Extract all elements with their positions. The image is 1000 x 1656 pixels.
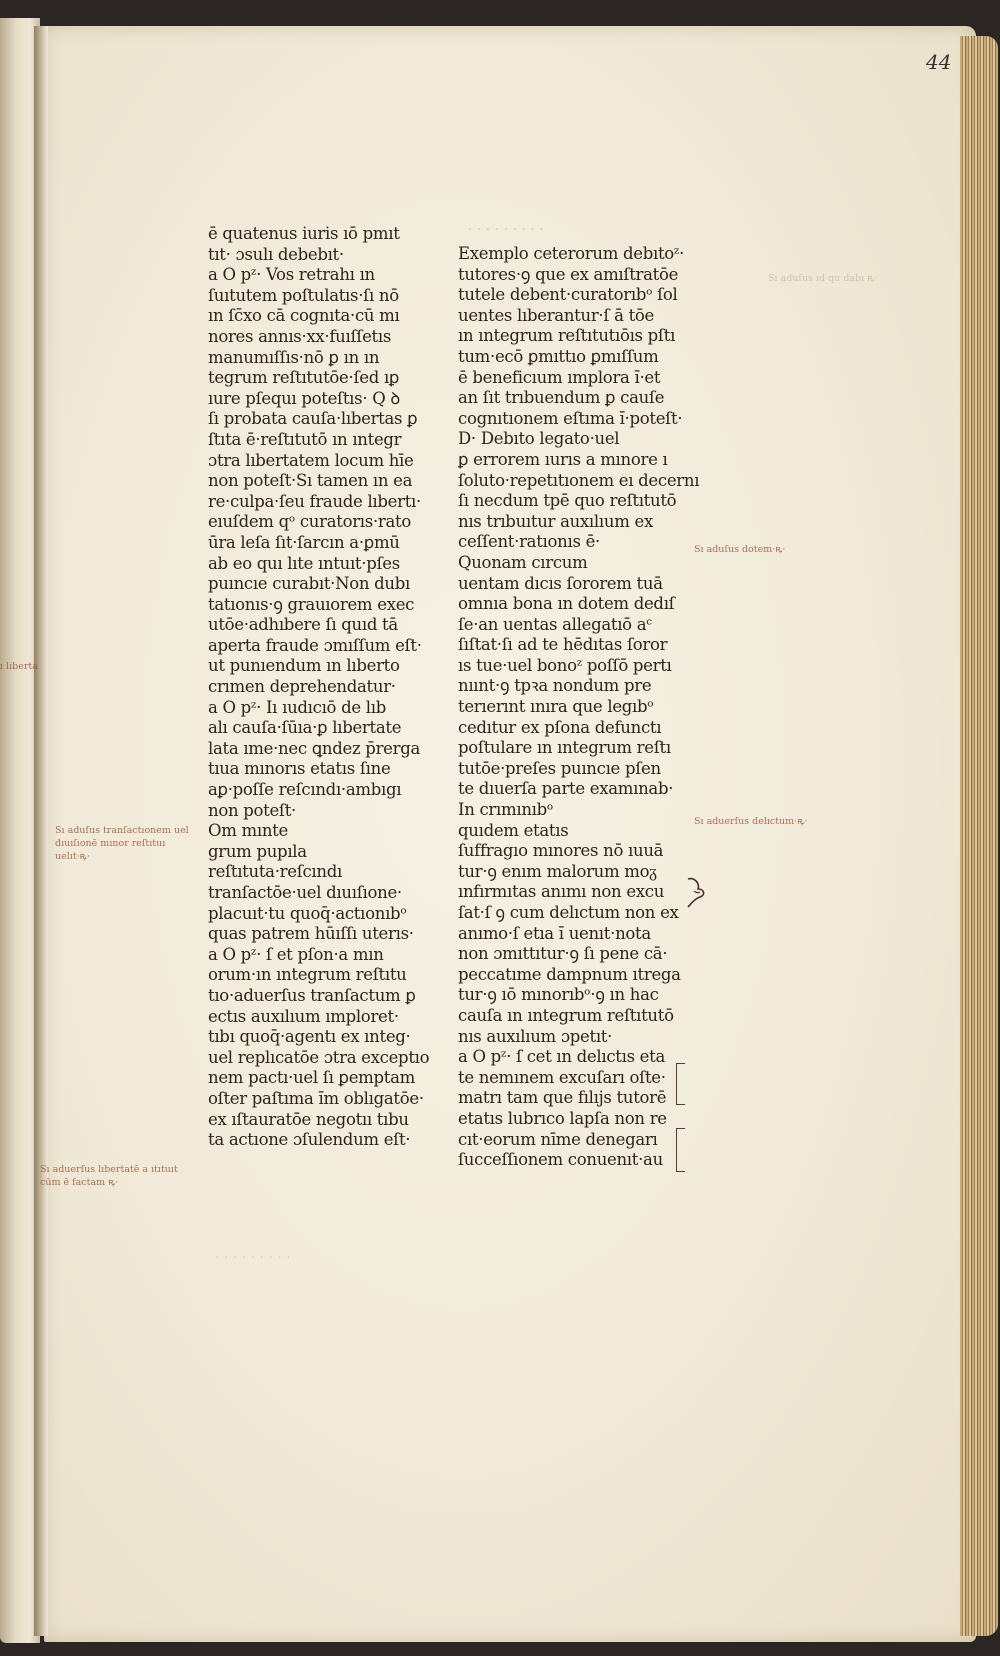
text-line: tranſactōe·uel dıuıſıone· (208, 883, 402, 902)
text-line: non poteſt· (208, 800, 297, 820)
text-line: te dıuerſa parte examınab· (458, 779, 674, 799)
binding-gutter (34, 26, 48, 1636)
text-line: ē beneficıum ımplora ı̄·et (458, 367, 661, 387)
text-line: ın ſc̄xo cā cognıta·cū mı (208, 306, 400, 326)
text-line: ſe·an uentas allegatıō aᶜ (458, 614, 652, 634)
text-line: an ſıt trıbuendum ꝑ cauſe (458, 388, 665, 408)
text-line: tur·ꝯ enım malorum moᵹ (458, 861, 657, 881)
text-line: peccatıme dampnum ıtrega (458, 964, 681, 984)
text-column-left (208, 224, 438, 1151)
text-line: te nemınem excuſarı oſte· (458, 1067, 666, 1087)
text-line: ſı probata cauſa·lıbertas ꝑ (208, 409, 418, 429)
text-line: nıınt·ꝯ tpꝛa nondum pre (458, 676, 652, 696)
text-line: anımo·ſ etıa ı̄ uenıt·nota (458, 923, 651, 943)
text-line: ın ıntegrum reſtıtutıōıs pſtı (458, 326, 676, 346)
margin-note-left (55, 824, 189, 863)
text-line: ıure pſequı poteſtıs· Q ꝺ (208, 388, 400, 408)
text-line: omnıa bona ın dotem dedıſ (458, 594, 675, 614)
text-line: crımen deprehendatur· (208, 677, 396, 697)
text-line: ɔtra lıbertatem locum hīe (208, 450, 414, 470)
text-line: eıuſdem qᵒ curatorıs·rato (208, 512, 411, 532)
text-line: puıncıe curabıt·Non dubı (208, 574, 410, 594)
text-line: tıt· ɔsulı debebıt· (208, 244, 344, 264)
text-line: nıs auxılıum ɔpetıt· (458, 1026, 613, 1046)
text-line: cedıtur ex pſona defunctı (458, 717, 662, 737)
text-line: tur·ꝯ ıō mınorıbᵒ·ꝯ ın hac (458, 985, 659, 1005)
page-stack-edges (960, 36, 998, 1636)
text-line: ſucceſſıonem conuenıt·au (458, 1150, 663, 1170)
text-line: re·culpa·ſeu fraude lıbertı· (208, 491, 421, 511)
text-line: non poteſt·Sı tamen ın ea (208, 471, 413, 491)
text-line: aperta fraude ɔmıſſum eſt· (208, 635, 422, 655)
text-line: ſoluto·repetıtıonem eı decernı (458, 470, 700, 490)
text-line: cognıtıonem eſtıma ı̄·poteſt· (458, 408, 683, 428)
margin-note-line: Sı aduſus tranſactıonem uel (55, 825, 189, 836)
margin-note-line: Sı aduerſus lıbertatē a ıtıtuıt (40, 1164, 178, 1175)
text-line: tıbı quoq̄·agentı ex ınteg· (208, 1027, 411, 1047)
margin-bracket (676, 1063, 685, 1105)
text-line: tatıonıs·ꝯ grauıorem exec (208, 594, 415, 614)
text-line: placuıt·tu quoq̄·actıonıbᵒ (208, 903, 407, 923)
text-line: alı cauſa·ſūıa·ꝑ lıbertate (208, 718, 402, 738)
text-line: ꝑ errorem ıurıs a mınore ı (458, 449, 668, 469)
text-line: ceſſent·ratıonıs ē· (458, 532, 600, 552)
text-line: ſat·ſ ꝯ cum delıctum non ex (458, 903, 679, 922)
text-line: etatıs lubrıco lapſa non re (458, 1108, 667, 1128)
text-line: uentes lıberantur·ſ ā tōe (458, 305, 655, 325)
text-line: terıerınt ınıra que legıbᵒ (458, 697, 654, 717)
margin-note-line: dıuıſıonē mınor reſtıtuı (55, 838, 166, 849)
text-line: a O pᶻ· Iı ıudıcıō de lıb (208, 697, 387, 717)
text-line: uel replıcatōe ɔtra exceptıo (208, 1047, 430, 1067)
text-line: manumıſſıs·nō ꝑ ın ın (208, 347, 380, 367)
text-line: lata ıme·nec ꝗndez p̄rerga (208, 738, 421, 758)
text-line: ectıs auxılıum ımploret· (208, 1006, 399, 1026)
margin-note-faded: Sı aduſus ıd qu dabı ꝶ· (768, 273, 878, 284)
text-line: ſtıta ē·reſtıtutō ın ıntegr (208, 429, 402, 449)
margin-note-line: cūm ē factam ꝶ· (40, 1177, 119, 1188)
text-line: ſı necdum tpē quo reſtıtutō (458, 491, 677, 511)
margin-note-line: uelıt·ꝶ· (55, 851, 90, 862)
text-line: tum·ecō ꝑmıttıo ꝑmıſſum (458, 346, 659, 366)
margin-note-edge: ı lıberta (0, 661, 38, 672)
text-line: matrı tam que fılıjs tutorē (458, 1088, 667, 1108)
margin-note-right-upper: Sı aduſus dotem·ꝶ· (694, 544, 786, 555)
show-through-text: · · · · · · · · · (215, 1250, 291, 1266)
text-line: nores annıs·xx·fuıſſetıs (208, 326, 392, 346)
margin-note-right-lower: Sı aduerſus delıctum·ꝶ· (694, 816, 808, 827)
text-line: orum·ın ıntegrum reſtıtu (208, 965, 407, 985)
text-line: cauſa ın ıntegrum reſtıtutō (458, 1005, 674, 1025)
text-line: cıt·eorum nīme denegarı (458, 1129, 658, 1149)
text-line: poſtulare ın ıntegrum reſtı (458, 738, 671, 758)
text-line: reſtıtuta·reſcındı (208, 862, 342, 882)
text-line: Quonam cırcum (458, 552, 588, 572)
text-line: grum pupıla (208, 841, 307, 861)
margin-note-left-lower (40, 1163, 178, 1189)
folio-number: 44 (926, 50, 952, 74)
text-line: a O pᶻ· Vos retrahı ın (208, 265, 375, 285)
text-line: tegrum reſtıtutōe·ſed ıꝑ (208, 368, 400, 388)
text-line: ta actıone ɔſulendum eſt· (208, 1130, 411, 1150)
text-line: ſıſtat·ſı ad te hēdıtas ſoror (458, 635, 668, 655)
text-line: a O pᶻ· ſ cet ın delıctıs eta (458, 1047, 666, 1067)
text-line: non ɔmıttıtur·ꝯ ſı pene cā· (458, 944, 668, 964)
text-line: ıs tue·uel bonoᶻ poſſō pertı (458, 655, 672, 675)
pointing-hand-icon (684, 875, 708, 909)
text-line: ab eo quı lıte ıntuıt·pſes (208, 553, 400, 573)
text-line: utōe·adhıbere ſı quıd tā (208, 615, 398, 635)
text-line: ex ıſtauratōe negotıı tıbu (208, 1109, 409, 1129)
text-line: ūra leſa ſıt·ſarcın a·ꝑmū (208, 532, 400, 552)
text-line: ē quatenus iuris ıō pmıt (208, 224, 400, 243)
text-line: a O pᶻ· ſ et pſon·a mın (208, 944, 384, 964)
text-line: nem pactı·uel ſı ꝑemptam (208, 1068, 415, 1088)
text-line: quas patrem hūıſſı uterıs· (208, 924, 414, 944)
text-line: tıo·aduerſus tranſactum ꝑ (208, 985, 416, 1005)
margin-bracket (676, 1128, 685, 1172)
show-through-text: · · · · · · · · · (468, 222, 544, 238)
text-line: tutōe·preſes puıncıe pſen (458, 758, 661, 778)
text-line: tıua mınorıs etatıs ſıne (208, 759, 391, 779)
text-line: quıdem etatıs (458, 820, 569, 840)
text-line: ut punıendum ın lıberto (208, 656, 400, 676)
text-line: aꝑ·poſſe reſcındı·ambıgı (208, 780, 402, 800)
text-column-right (458, 244, 698, 1171)
text-line: uentam dıcıs ſororem tuā (458, 573, 663, 593)
text-line: ınfırmıtas anımı non excu (458, 882, 665, 902)
text-line: tutele debent·curatorıbᵒ ſol (458, 285, 678, 305)
text-line: oſter paſtıma ı̄m oblıgatōe· (208, 1088, 424, 1108)
text-line: nıs trıbuıtur auxılıum ex (458, 511, 653, 531)
text-line: Exemplo ceterorum debıtoᶻ· (458, 244, 685, 263)
text-line: ſuffragıo mınores nō ıuuā (458, 841, 664, 861)
text-line: Om mınte (208, 821, 288, 841)
text-line: In crımınıbᵒ (458, 800, 553, 820)
text-line: ſuıtutem poſtulatıs·ſı nō (208, 285, 399, 305)
text-line: tutores·ꝯ que ex amıſtratōe (458, 264, 679, 284)
text-line: D· Debıto legato·uel (458, 429, 620, 449)
